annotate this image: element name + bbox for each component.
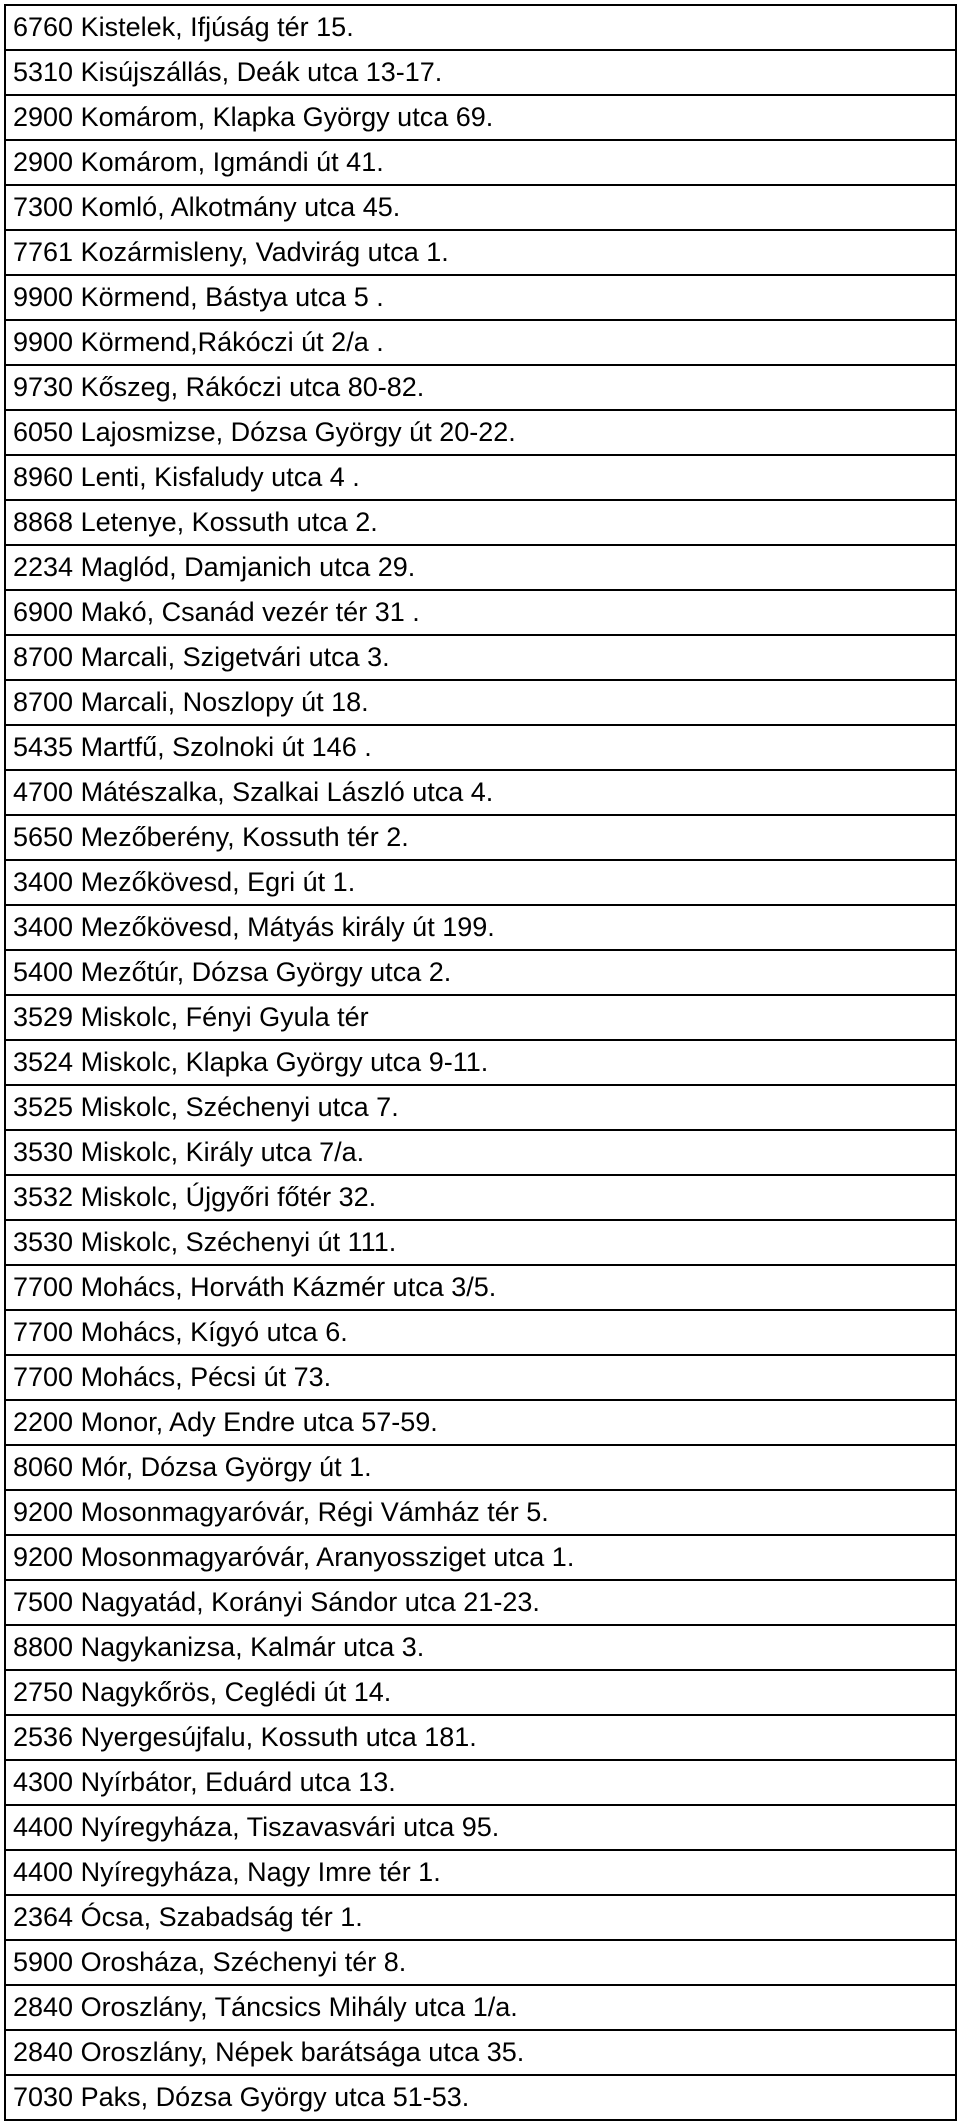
address-cell: 3530 Miskolc, Széchenyi út 111. — [5, 1220, 956, 1265]
address-cell: 6900 Makó, Csanád vezér tér 31 . — [5, 590, 956, 635]
address-cell: 7700 Mohács, Pécsi út 73. — [5, 1355, 956, 1400]
table-row — [5, 500, 956, 545]
address-cell: 4700 Mátészalka, Szalkai László utca 4. — [5, 770, 956, 815]
address-cell: 7700 Mohács, Horváth Kázmér utca 3/5. — [5, 1265, 956, 1310]
table-row — [5, 950, 956, 995]
table-row — [5, 770, 956, 815]
table-row — [5, 5, 956, 50]
table-row — [5, 1490, 956, 1535]
address-cell: 2840 Oroszlány, Népek barátsága utca 35. — [5, 2030, 956, 2075]
table-row — [5, 1130, 956, 1175]
address-cell: 9900 Körmend,Rákóczi út 2/a . — [5, 320, 956, 365]
address-cell: 2536 Nyergesújfalu, Kossuth utca 181. — [5, 1715, 956, 1760]
address-cell: 3529 Miskolc, Fényi Gyula tér — [5, 995, 956, 1040]
table-row — [5, 1310, 956, 1355]
table-row — [5, 1760, 956, 1805]
address-cell: 5310 Kisújszállás, Deák utca 13-17. — [5, 50, 956, 95]
table-row — [5, 50, 956, 95]
table-row — [5, 1175, 956, 1220]
address-cell: 5900 Orosháza, Széchenyi tér 8. — [5, 1940, 956, 1985]
table-row — [5, 1895, 956, 1940]
address-cell: 7300 Komló, Alkotmány utca 45. — [5, 185, 956, 230]
table-row — [5, 185, 956, 230]
address-cell: 7030 Paks, Dózsa György utca 51-53. — [5, 2075, 956, 2120]
table-row — [5, 230, 956, 275]
address-cell: 6050 Lajosmizse, Dózsa György út 20-22. — [5, 410, 956, 455]
address-table-body — [5, 5, 956, 2120]
table-row — [5, 1040, 956, 1085]
table-row — [5, 635, 956, 680]
address-cell: 3524 Miskolc, Klapka György utca 9-11. — [5, 1040, 956, 1085]
table-row — [5, 320, 956, 365]
address-table — [4, 4, 957, 2121]
address-cell: 4400 Nyíregyháza, Nagy Imre tér 1. — [5, 1850, 956, 1895]
address-cell: 9200 Mosonmagyaróvár, Aranyossziget utca 1. — [5, 1535, 956, 1580]
table-row — [5, 1400, 956, 1445]
address-cell: 9730 Kőszeg, Rákóczi utca 80-82. — [5, 365, 956, 410]
address-cell: 2750 Nagykőrös, Ceglédi út 14. — [5, 1670, 956, 1715]
table-row — [5, 1355, 956, 1400]
table-row — [5, 905, 956, 950]
table-row — [5, 1220, 956, 1265]
address-cell: 3525 Miskolc, Széchenyi utca 7. — [5, 1085, 956, 1130]
table-row — [5, 2030, 956, 2075]
table-row — [5, 725, 956, 770]
address-cell: 2364 Ócsa, Szabadság tér 1. — [5, 1895, 956, 1940]
table-row — [5, 140, 956, 185]
table-row — [5, 545, 956, 590]
address-cell: 8800 Nagykanizsa, Kalmár utca 3. — [5, 1625, 956, 1670]
address-cell: 9900 Körmend, Bástya utca 5 . — [5, 275, 956, 320]
address-cell: 6760 Kistelek, Ifjúság tér 15. — [5, 5, 956, 50]
table-row — [5, 2075, 956, 2120]
table-row — [5, 815, 956, 860]
table-row — [5, 1670, 956, 1715]
address-cell: 4300 Nyírbátor, Eduárd utca 13. — [5, 1760, 956, 1805]
address-cell: 3532 Miskolc, Újgyőri főtér 32. — [5, 1175, 956, 1220]
address-cell: 5435 Martfű, Szolnoki út 146 . — [5, 725, 956, 770]
table-row — [5, 365, 956, 410]
table-row — [5, 410, 956, 455]
table-row — [5, 1535, 956, 1580]
table-row — [5, 1805, 956, 1850]
address-cell: 8700 Marcali, Noszlopy út 18. — [5, 680, 956, 725]
address-cell: 7700 Mohács, Kígyó utca 6. — [5, 1310, 956, 1355]
table-row — [5, 1580, 956, 1625]
address-cell: 3530 Miskolc, Király utca 7/a. — [5, 1130, 956, 1175]
address-cell: 3400 Mezőkövesd, Mátyás király út 199. — [5, 905, 956, 950]
table-row — [5, 95, 956, 140]
table-row — [5, 1715, 956, 1760]
table-row — [5, 1265, 956, 1310]
table-row — [5, 1985, 956, 2030]
table-row — [5, 1085, 956, 1130]
address-cell: 9200 Mosonmagyaróvár, Régi Vámház tér 5. — [5, 1490, 956, 1535]
table-row — [5, 860, 956, 905]
table-row — [5, 1940, 956, 1985]
address-cell: 8960 Lenti, Kisfaludy utca 4 . — [5, 455, 956, 500]
table-row — [5, 995, 956, 1040]
address-cell: 4400 Nyíregyháza, Tiszavasvári utca 95. — [5, 1805, 956, 1850]
address-cell: 3400 Mezőkövesd, Egri út 1. — [5, 860, 956, 905]
address-cell: 5650 Mezőberény, Kossuth tér 2. — [5, 815, 956, 860]
address-cell: 8060 Mór, Dózsa György út 1. — [5, 1445, 956, 1490]
address-cell: 2234 Maglód, Damjanich utca 29. — [5, 545, 956, 590]
table-row — [5, 1445, 956, 1490]
address-cell: 2840 Oroszlány, Táncsics Mihály utca 1/a. — [5, 1985, 956, 2030]
table-row — [5, 590, 956, 635]
address-cell: 8700 Marcali, Szigetvári utca 3. — [5, 635, 956, 680]
address-cell: 7761 Kozármisleny, Vadvirág utca 1. — [5, 230, 956, 275]
address-cell: 2900 Komárom, Igmándi út 41. — [5, 140, 956, 185]
address-cell: 8868 Letenye, Kossuth utca 2. — [5, 500, 956, 545]
address-cell: 7500 Nagyatád, Korányi Sándor utca 21-23. — [5, 1580, 956, 1625]
table-row — [5, 680, 956, 725]
table-row — [5, 455, 956, 500]
table-row — [5, 1625, 956, 1670]
table-row — [5, 1850, 956, 1895]
address-cell: 2900 Komárom, Klapka György utca 69. — [5, 95, 956, 140]
address-cell: 5400 Mezőtúr, Dózsa György utca 2. — [5, 950, 956, 995]
table-row — [5, 275, 956, 320]
address-cell: 2200 Monor, Ady Endre utca 57-59. — [5, 1400, 956, 1445]
